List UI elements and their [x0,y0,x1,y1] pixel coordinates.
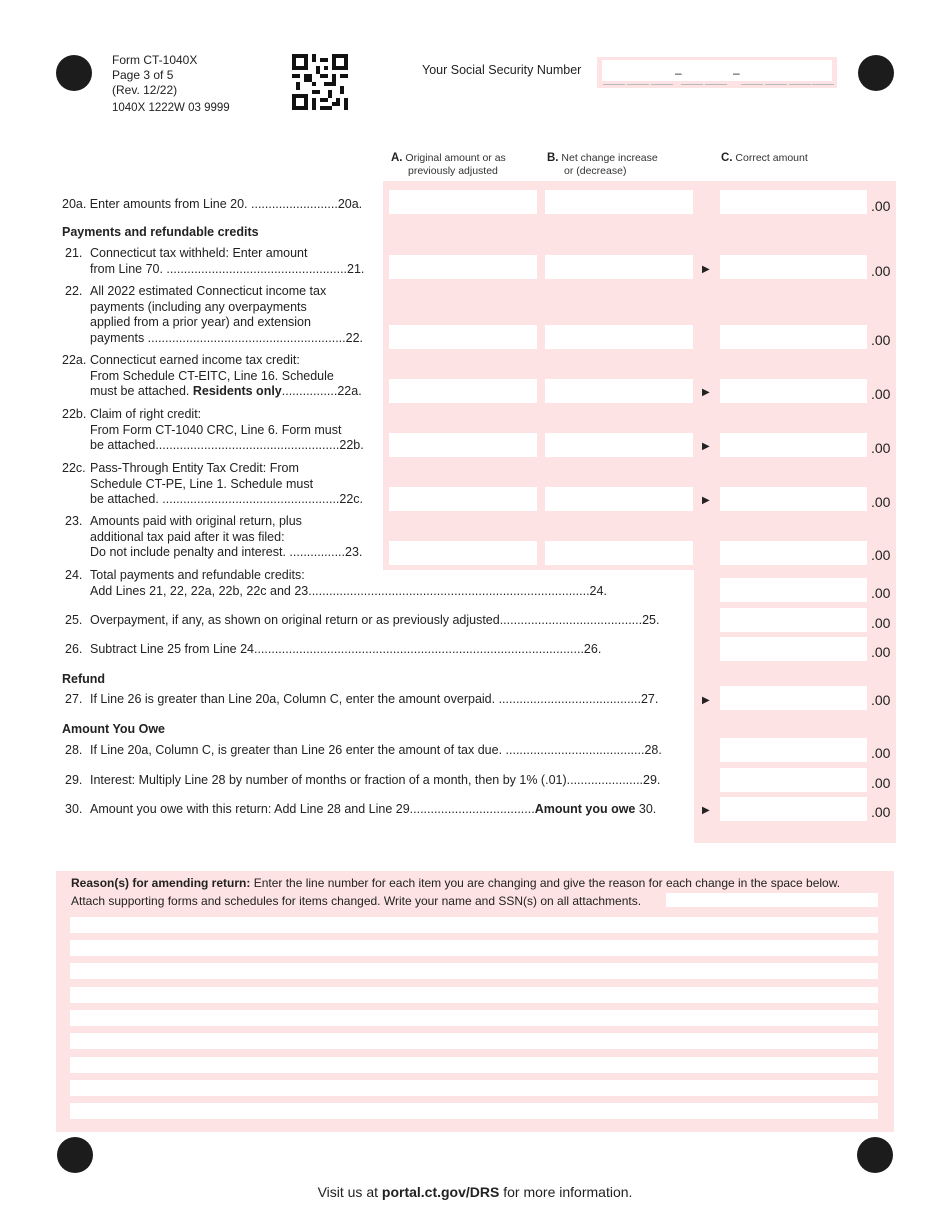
cents-label: .00 [871,745,891,761]
line-21-col-a-input[interactable] [389,255,537,279]
cents-label: .00 [871,440,891,456]
line-22b-col-a-input[interactable] [389,433,537,457]
ssn-digit-underline [789,84,811,85]
reason-input-line[interactable] [70,1103,878,1119]
arrow-icon: ▶ [702,695,710,706]
reason-input-line[interactable] [70,1010,878,1026]
line-22c-col-c-input[interactable] [720,487,867,511]
form-name: Form CT-1040X [112,53,198,67]
cents-label: .00 [871,547,891,563]
line-21-label: 21. Connecticut tax withheld: Enter amount from Line 70. ....................................................21. [65,246,365,276]
arrow-icon: ▶ [702,495,710,506]
line-29-label: 29. Interest: Multiply Line 28 by number of months or fraction of a month, then by 1% (.01)......................29. [65,773,661,787]
line-22-col-a-input[interactable] [389,325,537,349]
ssn-digit-underline [681,84,703,85]
line-25-col-c-input[interactable] [720,608,867,632]
cents-label: .00 [871,494,891,510]
line-20a-col-b-input[interactable] [545,190,693,214]
qr-code-icon [292,54,348,110]
cents-label: .00 [871,332,891,348]
line-28-label: 28. If Line 20a, Column C, is greater than Line 26 enter the amount of tax due. ........................................28. [65,743,662,757]
column-ab-background [383,181,700,570]
line-22b-col-c-input[interactable] [720,433,867,457]
line-22c-col-b-input[interactable] [545,487,693,511]
line-22a-col-a-input[interactable] [389,379,537,403]
revision: (Rev. 12/22) [112,83,178,97]
form-code: 1040X 1222W 03 9999 [112,102,230,114]
line-22-col-c-input[interactable] [720,325,867,349]
line-22c-label: 22c. Pass-Through Entity Tax Credit: From Schedule CT-PE, Line 1. Schedule must be attached. ...................................................22c. [62,461,364,506]
line-20a-col-c-input[interactable] [720,190,867,214]
column-a-header: A. Original amount or as previously adjusted [391,152,506,177]
footer-link[interactable]: portal.ct.gov/DRS [381,1184,500,1200]
registration-mark [857,1137,893,1173]
line-24-label: 24. Total payments and refundable credits: Add Lines 21, 22, 22a, 22b, 22c and 23.................................................................................24. [65,568,607,598]
reason-input-line[interactable] [70,917,878,933]
line-20a-col-a-input[interactable] [389,190,537,214]
ssn-digit-underline [705,84,727,85]
line-21-col-b-input[interactable] [545,255,693,279]
line-23-col-b-input[interactable] [545,541,693,565]
ssn-label: Your Social Security Number [422,63,582,77]
footer: Visit us at portal.ct.gov/DRS for more information. [317,1184,633,1200]
line-22a-col-b-input[interactable] [545,379,693,403]
ssn-digit-underline [741,84,763,85]
line-22b-col-b-input[interactable] [545,433,693,457]
line-23-col-a-input[interactable] [389,541,537,565]
ssn-digit-underline [812,84,834,85]
cents-label: .00 [871,263,891,279]
line-28-col-c-input[interactable] [720,738,867,762]
line-23-col-c-input[interactable] [720,541,867,565]
line-22-col-b-input[interactable] [545,325,693,349]
ssn-input[interactable] [602,60,832,81]
line-22c-col-a-input[interactable] [389,487,537,511]
line-27-col-c-input[interactable] [720,686,867,710]
line-23-label: 23. Amounts paid with original return, plus additional tax paid after it was filed: Do not include penalty and interest. ................23. [65,514,363,559]
column-c-header: C. Correct amount [721,152,808,164]
section-amount-owe-heading: Amount You Owe [62,722,166,736]
reason-input-line[interactable] [70,1033,878,1049]
line-26-label: 26. Subtract Line 25 from Line 24...............................................................................................26. [65,642,602,656]
cents-label: .00 [871,775,891,791]
cents-label: .00 [871,615,891,631]
ssn-separator: – [733,66,740,80]
form-header [112,53,230,116]
column-b-header: B. Net change increase or (decrease) [547,152,658,177]
line-22a-label: 22a. Connecticut earned income tax credit: From Schedule CT-EITC, Line 16. Schedule must be attached. Residents only................22a. [62,353,362,398]
cents-label: .00 [871,386,891,402]
line-22-label: 22. All 2022 estimated Connecticut income tax payments (including any overpayments applied from a prior year) and extension payments .........................................................22. [65,284,363,345]
reason-section [56,871,894,1132]
ssn-digit-underline [603,84,625,85]
line-22a-col-c-input[interactable] [720,379,867,403]
ssn-separator: – [675,66,682,80]
reason-input-line[interactable] [70,987,878,1003]
section-payments-heading: Payments and refundable credits [62,225,259,239]
line-30-label: 30. Amount you owe with this return: Add Line 28 and Line 29....................................Amount you owe 30. [65,802,657,816]
cents-label: .00 [871,198,891,214]
arrow-icon: ▶ [702,441,710,452]
reason-input-line[interactable] [70,1057,878,1073]
line-25-label: 25. Overpayment, if any, as shown on original return or as previously adjusted.........................................25. [65,613,660,627]
line-21-col-c-input[interactable] [720,255,867,279]
reason-input-line[interactable] [70,1080,878,1096]
line-20a-label: 20a. Enter amounts from Line 20. .........................20a. [62,197,363,211]
ssn-digit-underline [651,84,673,85]
section-refund-heading: Refund [62,672,106,686]
line-26-col-c-input[interactable] [720,637,867,661]
page-number: Page 3 of 5 [112,68,174,82]
line-30-col-c-input[interactable] [720,797,867,821]
line-22b-label: 22b. Claim of right credit: From Form CT-1040 CRC, Line 6. Form must be attached.....................................................22b. [62,407,364,452]
registration-mark [57,1137,93,1173]
reason-input-line[interactable] [666,893,878,907]
reason-instructions: Reason(s) for amending return: Enter the line number for each item you are changing and give the reason for each change in the space below. Attach supporting forms and schedules for items changed. Write your name and SSN(s) on all attachments. [71,876,841,908]
line-29-col-c-input[interactable] [720,768,867,792]
cents-label: .00 [871,692,891,708]
reason-input-line[interactable] [70,963,878,979]
line-27-label: 27. If Line 26 is greater than Line 20a, Column C, enter the amount overpaid. .........................................27. [65,692,659,706]
arrow-icon: ▶ [702,264,710,275]
line-24-col-c-input[interactable] [720,578,867,602]
ssn-digit-underline [627,84,649,85]
cents-label: .00 [871,585,891,601]
arrow-icon: ▶ [702,387,710,398]
cents-label: .00 [871,804,891,820]
registration-mark [858,55,894,91]
registration-mark [56,55,92,91]
arrow-icon: ▶ [702,805,710,816]
reason-input-line[interactable] [70,940,878,956]
cents-label: .00 [871,644,891,660]
ssn-digit-underline [765,84,787,85]
